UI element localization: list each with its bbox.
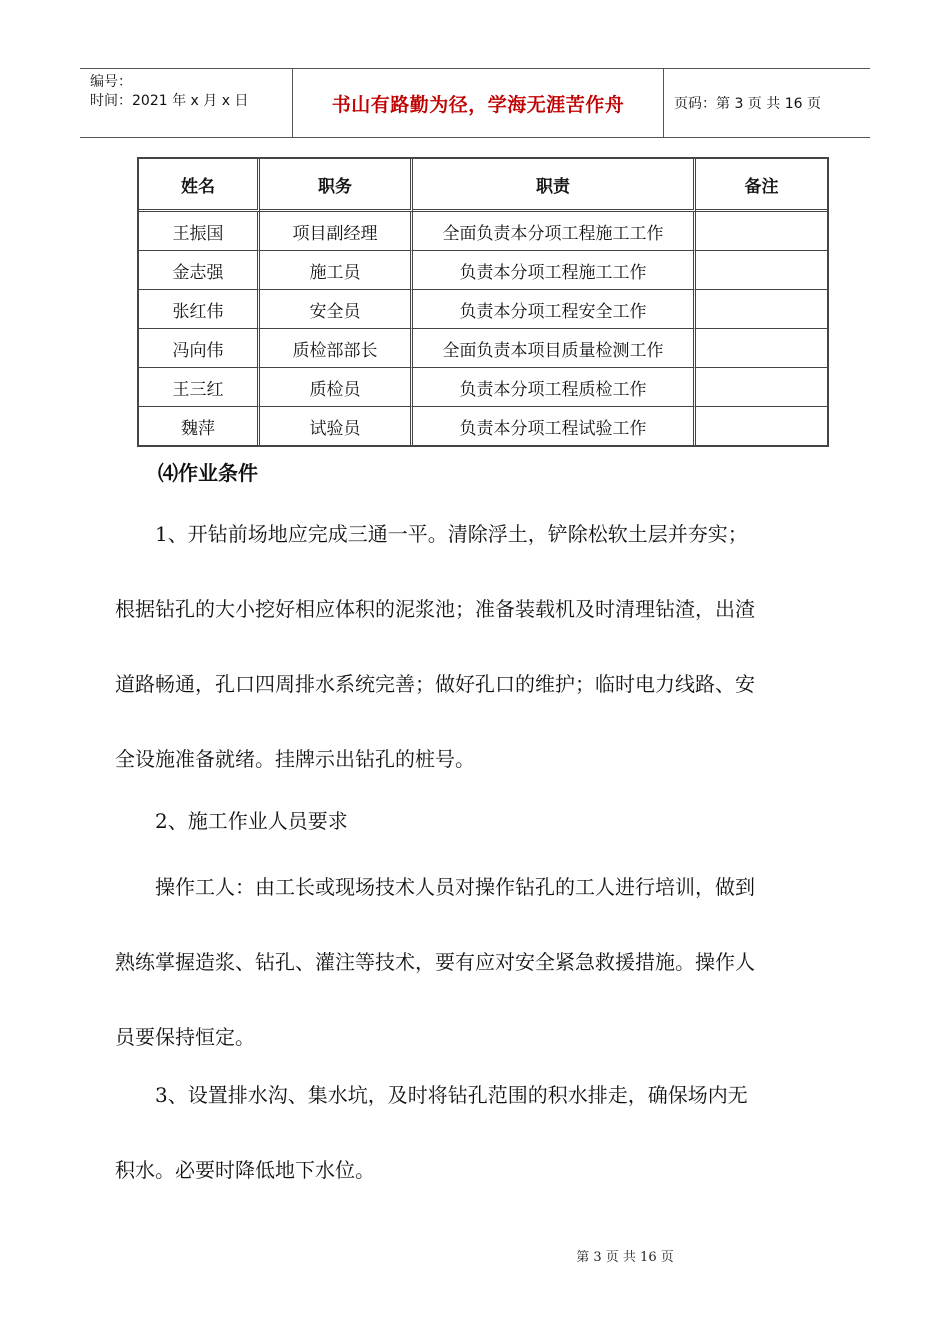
cell-name: 王振国: [139, 212, 260, 251]
cell-position: 质检员: [260, 368, 413, 407]
cell-position: 质检部部长: [260, 329, 413, 368]
cell-remark: [696, 407, 827, 445]
col-header-position: 职务: [260, 159, 413, 212]
cell-remark: [696, 368, 827, 407]
cell-name: 王三红: [139, 368, 260, 407]
cell-remark: [696, 329, 827, 368]
text-line: 3、设置排水沟、集水坑，及时将钻孔范围的积水排走，确保场内无: [115, 1083, 748, 1107]
text-line: 2、施工作业人员要求: [115, 809, 348, 833]
cell-name: 魏萍: [139, 407, 260, 445]
col-header-duty: 职责: [413, 159, 696, 212]
text-line: 根据钻孔的大小挖好相应体积的泥浆池；准备装载机及时清理钻渣，出渣: [115, 597, 755, 621]
text-line: 全设施准备就绪。挂牌示出钻孔的桩号。: [115, 747, 475, 771]
cell-remark: [696, 290, 827, 329]
col-header-name: 姓名: [139, 159, 260, 212]
paragraph-drainage: [115, 1058, 839, 1208]
cell-duty: 全面负责本项目质量检测工作: [413, 329, 696, 368]
cell-position: 安全员: [260, 290, 413, 329]
cell-position: 项目副经理: [260, 212, 413, 251]
cell-duty: 负责本分项工程安全工作: [413, 290, 696, 329]
table-row: [139, 368, 827, 407]
table-row: [139, 407, 827, 445]
cell-remark: [696, 212, 827, 251]
text-line: 操作工人：由工长或现场技术人员对操作钻孔的工人进行培训，做到: [115, 875, 755, 899]
table-row: [139, 329, 827, 368]
cell-duty: 负责本分项工程试验工作: [413, 407, 696, 445]
paragraph-site-prep: [115, 497, 839, 797]
cell-duty: 负责本分项工程施工工作: [413, 251, 696, 290]
text-line: 熟练掌握造浆、钻孔、灌注等技术，要有应对安全紧急救援措施。操作人: [115, 950, 755, 974]
table-row: [139, 212, 827, 251]
cell-duty: 全面负责本分项工程施工工作: [413, 212, 696, 251]
text-line: 积水。必要时降低地下水位。: [115, 1158, 375, 1182]
paragraph-staff-requirements: [115, 784, 839, 859]
cell-name: 冯向伟: [139, 329, 260, 368]
cell-position: 施工员: [260, 251, 413, 290]
cell-duty: 负责本分项工程质检工作: [413, 368, 696, 407]
cell-position: 试验员: [260, 407, 413, 445]
cell-name: 金志强: [139, 251, 260, 290]
serial-number-label: 编号：: [90, 74, 132, 90]
header-motto: 书山有路勤为径，学海无涯苦作舟: [293, 69, 664, 137]
table-header-row: [139, 159, 827, 212]
text-line: 道路畅通，孔口四周排水系统完善；做好孔口的维护；临时电力线路、安: [115, 672, 755, 696]
header-page-info: 页码：第 3 页 共 16 页: [674, 96, 821, 112]
col-header-remark: 备注: [696, 159, 827, 212]
footer-page-number: 第 3 页 共 16 页: [576, 1250, 674, 1265]
table-row: [139, 251, 827, 290]
page-header: [80, 68, 870, 138]
cell-remark: [696, 251, 827, 290]
paragraph-operator-training: [115, 850, 839, 1075]
staff-table: [137, 157, 829, 447]
section-title: ⑷作业条件: [158, 461, 258, 485]
cell-name: 张红伟: [139, 290, 260, 329]
header-meta: [80, 69, 293, 137]
page-footer: [0, 1246, 950, 1265]
text-line: 1、开钻前场地应完成三通一平。清除浮土，铲除松软土层并夯实；: [115, 522, 748, 546]
text-line: 员要保持恒定。: [115, 1025, 255, 1049]
date-label: 时间：2021 年 x 月 x 日: [90, 93, 249, 109]
table-row: [139, 290, 827, 329]
